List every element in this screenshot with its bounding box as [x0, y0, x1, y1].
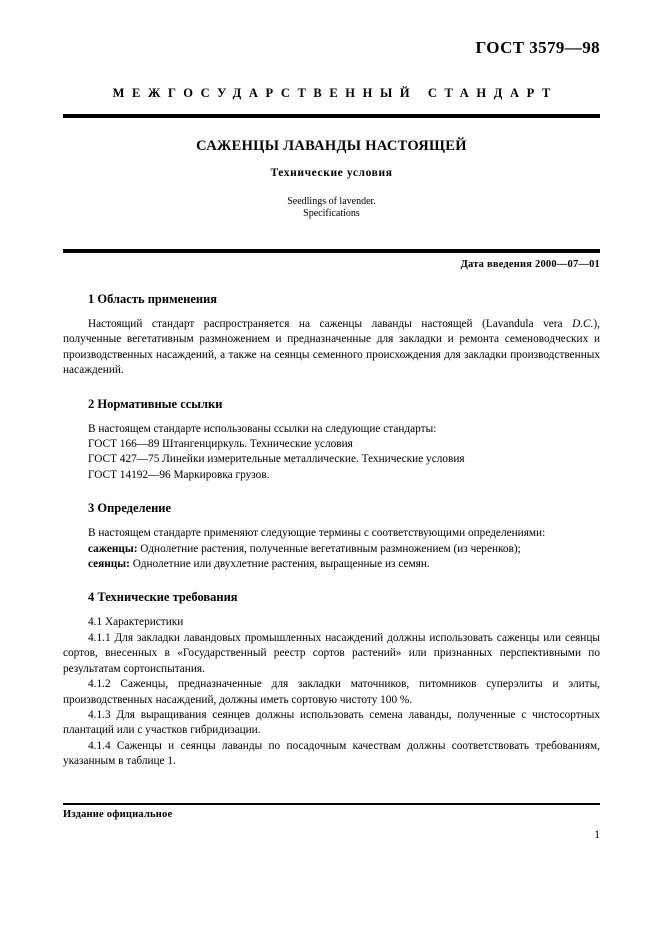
term-1-definition: Однолетние растения, полученные вегетативным размножением (из черенков); — [137, 542, 521, 555]
term-2-word: сеянцы: — [88, 558, 130, 571]
section-3 — [63, 501, 600, 572]
clause-4-1-4: 4.1.4 Саженцы и сеянцы лаванды по посадочным качествам должны соответствовать требованиям, указанным в таблице 1. — [63, 739, 600, 768]
term-definition-1 — [63, 542, 600, 557]
section-1-paragraph-1 — [63, 317, 600, 379]
document-body — [63, 292, 600, 770]
document-title: САЖЕНЦЫ ЛАВАНДЫ НАСТОЯЩЕЙ — [196, 138, 467, 154]
reference-item-1: ГОСТ 166—89 Штангенциркуль. Технические условия — [88, 438, 353, 451]
reference-item-3: ГОСТ 14192—96 Маркировка грузов. — [88, 468, 270, 481]
clause-4-1-1: 4.1.1 Для закладки лавандовых промышленных насаждений должны использовать саженцы или сеянцы сортов, внесенных в «Государственный реестр сортов растений» или признанных перспективными по результатам сортоиспытания. — [63, 631, 600, 675]
section-3-heading: 3 Определение — [88, 501, 172, 516]
clause-4-1-3: 4.1.3 Для выращивания сеянцев должны использовать семена лаванды, полученные с чистосортных плантаций или с участков гибридизации. — [63, 708, 600, 737]
official-edition-note: Издание официальное — [63, 809, 173, 820]
reference-item-2: ГОСТ 427—75 Линейки измерительные металлические. Технические условия — [88, 453, 465, 466]
section-1-p1-part-a: Настоящий стандарт распространяется на саженцы лаванды настоящей (Lavandula vera — [88, 318, 573, 330]
clause-4-1-2: 4.1.2 Саженцы, предназначенные для закладки маточников, питомников суперэлиты и элиты, производственных насаждений, должны иметь сортовую чистоту 100 %. — [63, 678, 600, 706]
gost-number: ГОСТ 3579—98 — [475, 38, 600, 57]
title-english-line-2: Specifications — [303, 208, 360, 219]
standard-type-label: МЕЖГОСУДАРСТВЕННЫЙ СТАНДАРТ — [112, 86, 558, 100]
clause-4-1: 4.1 Характеристики — [88, 616, 184, 629]
term-definition-2 — [63, 557, 600, 572]
section-2 — [63, 397, 600, 484]
section-4 — [63, 590, 600, 769]
section-1-heading: 1 Область применения — [88, 292, 218, 306]
section-2-paragraph-1: В настоящем стандарте использованы ссылки на следующие стандарты: — [88, 422, 437, 435]
document-title-english — [63, 196, 600, 220]
page-content — [63, 0, 600, 936]
term-1-word: саженцы: — [88, 542, 138, 555]
header-divider-middle — [63, 249, 600, 253]
introduction-date: Дата введения 2000—07—01 — [460, 259, 600, 270]
species-author-abbreviation: D.C. — [572, 318, 594, 330]
footer-divider — [63, 803, 600, 805]
term-2-definition: Однолетние или двухлетние растения, выращенные из семян. — [129, 558, 430, 571]
section-1-p1-part-b: ), полученные вегетативным размножением и предназначенные для закладки и ремонта семеноводческих и производственных насаждений, а также на сеянцы семенного происхождения для закладки производственных насаждений. — [63, 318, 600, 377]
section-2-heading: 2 Нормативные ссылки — [88, 396, 223, 411]
page-number: 1 — [594, 829, 600, 841]
section-4-heading: 4 Технические требования — [88, 590, 238, 605]
document-subtitle: Технические условия — [270, 167, 393, 179]
section-3-paragraph-1: В настоящем стандарте применяют следующие термины с соответствующими определениями: — [88, 527, 546, 540]
title-english-line-1: Seedlings of lavender. — [287, 196, 376, 207]
section-1 — [63, 292, 600, 379]
header-divider-top — [63, 114, 600, 118]
